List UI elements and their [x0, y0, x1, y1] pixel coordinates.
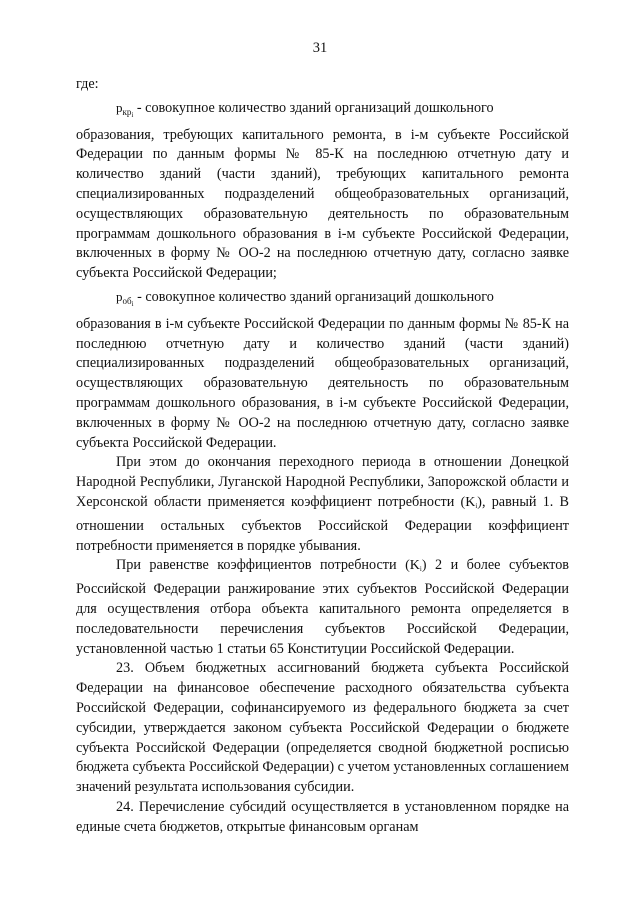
subscript-kr: крi: [122, 106, 134, 119]
coefficient-k: (Ki): [405, 558, 427, 574]
definition-p-ob-text: образования в i-м субъекте Российской Федерации по данным формы № 85-К на последнюю отчетную дату и количество зданий (части зданий) специализированных подразделений общеобразовательных организаций, осуществляющих образовательную деятельность по образовательным программам дошкольного образования, в i-м субъекте Российской Федерации, включенных в форму № ОО-2 на последнюю отчетную дату, согласно заявке субъекта Российской Федерации.: [76, 315, 569, 451]
definition-p-ob: [76, 287, 569, 315]
page-number: 31: [312, 40, 328, 56]
definition-dash: -: [133, 99, 146, 116]
definition-p-kr-text: образования, требующих капитального ремонта, в i-м субъекте Российской Федерации по данным формы № 85-К на последнюю отчетную дату и количество зданий (части зданий), требующих капитального ремонта специализированных подразделений общеобразовательных организаций, осуществляющих образовательную деятельность по образовательным программам дошкольного образования в i-м субъекте Российской Федерации, включенных в форму № ОО-2 на последнюю отчетную дату, согласно заявке субъекта Российской Федерации;: [76, 126, 569, 282]
symbol-p: p: [116, 99, 123, 115]
document-body: [76, 75, 569, 837]
definition-dash: -: [133, 288, 146, 305]
definition-first-line: совокупное количество зданий организаций дошкольного: [145, 288, 494, 305]
definition-first-line: совокупное количество зданий организаций дошкольного: [145, 99, 494, 116]
coefficient-k: (Ki): [460, 494, 482, 510]
paragraph-23: 23. Объем бюджетных ассигнований бюджета субъекта Российской Федерации на финансовое обеспечение расходного обязательства субъекта Российской Федерации, софинансируемого из федерального бюджета за счет субсидии, утверждается законом субъекта Российской Федерации о бюджете субъекта Российской Федерации (определяется сводной бюджетной росписью бюджета субъекта Российской Федерации) с учетом установленных соглашением значений результата использования субсидии.: [76, 660, 569, 796]
definition-p-kr: [76, 98, 569, 126]
paragraph-transition-period: При этом до окончания переходного периода в отношении Донецкой Народной Республики, Луганской Народной Республики, Запорожской области и Херсонской области применяется коэффициент потребности (Ki), равный 1. В отношении остальных субъектов Российской Федерации коэффициент потребности применяется в порядке убывания.: [76, 454, 569, 554]
where-label: где:: [76, 76, 99, 92]
symbol-p: p: [116, 288, 123, 304]
subscript-ob: обi: [122, 295, 134, 308]
paragraph-24: 24. Перечисление субсидий осуществляется в установленном порядке на единые счета бюджетов, открытые финансовым органам: [76, 798, 569, 835]
paragraph-ranking: При равенстве коэффициентов потребности (Ki) 2 и более субъектов Российской Федерации ранжирование этих субъектов Российской Федерации для осуществления отбора объекта капитального ремонта определяется в последовательности перечисления субъектов Российской Федерации, установленной частью 1 статьи 65 Конституции Российской Федерации.: [76, 557, 569, 657]
